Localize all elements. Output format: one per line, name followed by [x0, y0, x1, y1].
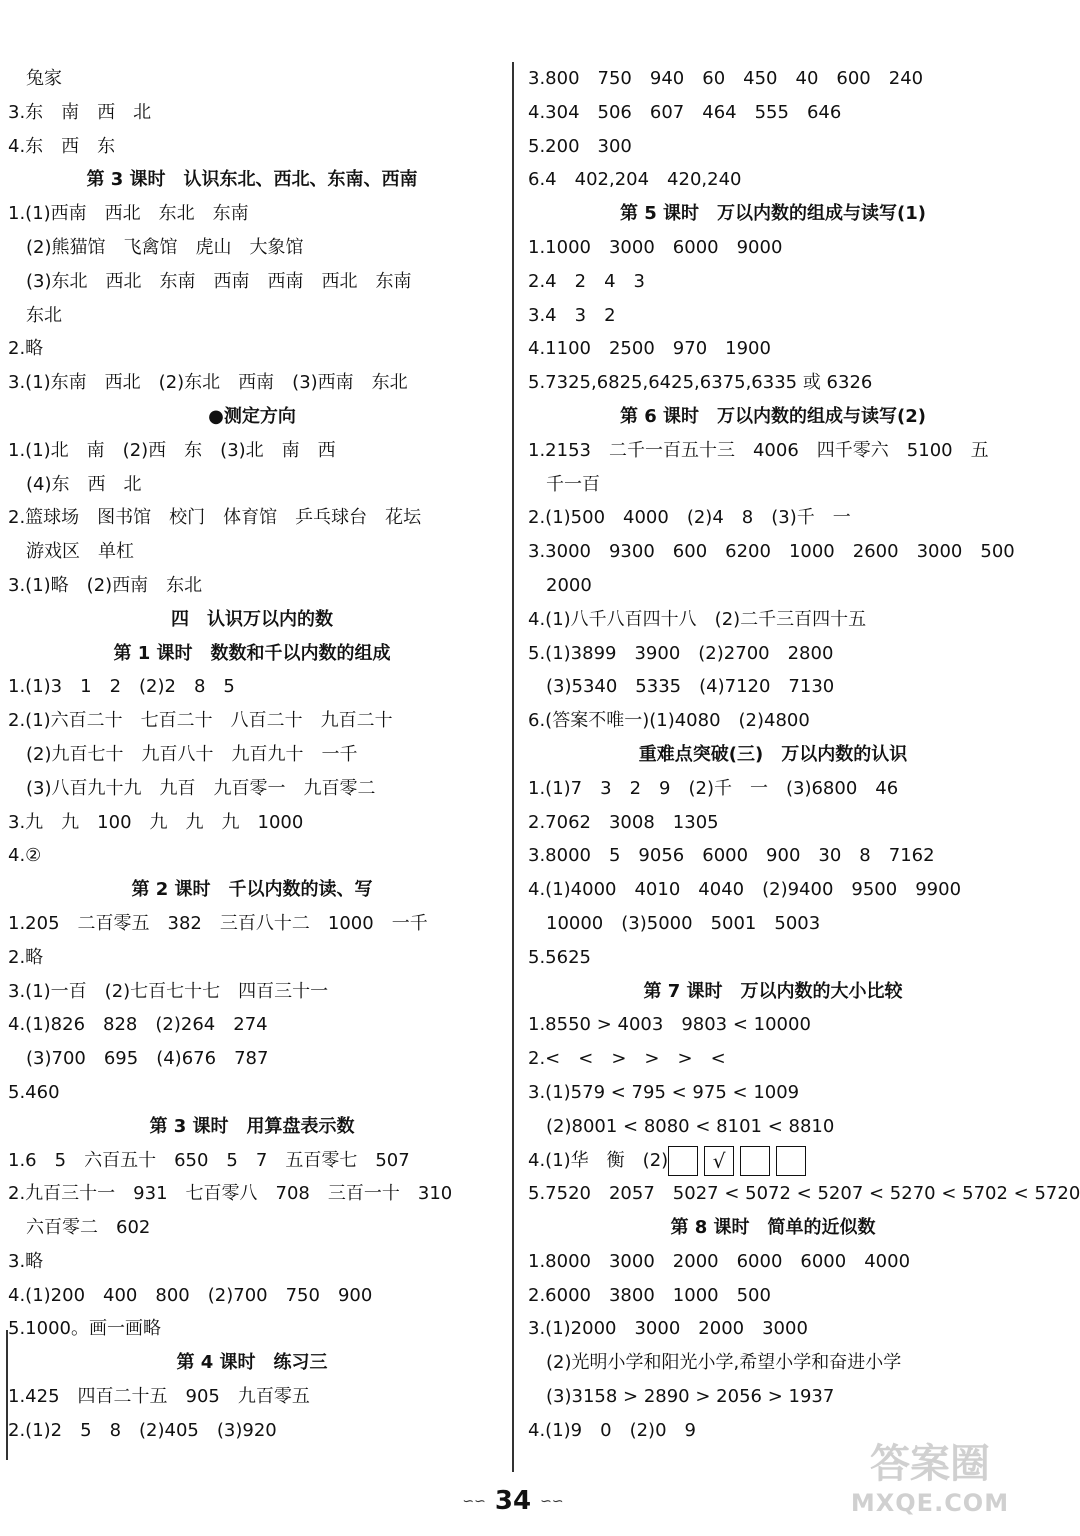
- line-text: 3.(1)2000 3000 2000 3000: [528, 1318, 808, 1340]
- answer-line: [8, 670, 496, 704]
- section-heading: [528, 400, 1018, 434]
- answer-line: [528, 468, 1018, 502]
- answer-line: [528, 130, 1018, 164]
- line-text: 3.4 3 2: [528, 304, 616, 326]
- line-text: 1.(1)西南 西北 东北 东南: [8, 203, 249, 225]
- section-heading: [8, 1346, 496, 1380]
- line-text: 第 4 课时 练习三: [176, 1352, 328, 1374]
- answer-line: [8, 1076, 496, 1110]
- line-text: 5.7520 2057 5027 < 5072 < 5207 < 5270 < 5702 < 5720: [528, 1183, 1080, 1205]
- answer-line: [8, 806, 496, 840]
- line-text: 1.8000 3000 2000 6000 6000 4000: [528, 1250, 911, 1272]
- answer-line: [528, 704, 1018, 738]
- line-text: 四 认识万以内的数: [171, 608, 333, 630]
- answer-line: [528, 806, 1018, 840]
- line-text: 1.205 二百零五 382 三百八十二 1000 一千: [8, 912, 428, 934]
- answer-line: [528, 1144, 1018, 1178]
- answer-line: [8, 130, 496, 164]
- section-heading: [528, 1211, 1018, 1245]
- line-text: 5.1000。画一画略: [8, 1318, 161, 1340]
- line-text: 10000 (3)5000 5001 5003: [528, 912, 821, 934]
- line-text: 2.九百三十一 931 七百零八 708 三百一十 310: [8, 1183, 453, 1205]
- answer-line: [528, 366, 1018, 400]
- answer-line: [8, 941, 496, 975]
- section-heading: [528, 738, 1018, 772]
- answer-line: [8, 1008, 496, 1042]
- line-text: (3)东北 西北 东南 西南 西南 西北 东南: [8, 270, 412, 292]
- answer-line: [8, 265, 496, 299]
- section-heading: [8, 603, 496, 637]
- answer-line: [8, 1245, 496, 1279]
- line-text: 3.8000 5 9056 6000 900 30 8 7162: [528, 845, 935, 867]
- line-text: (3)700 695 (4)676 787: [8, 1048, 269, 1070]
- watermark-logo: [846, 1440, 1014, 1528]
- answer-line: [8, 299, 496, 333]
- answer-line: [8, 231, 496, 265]
- answer-line: [528, 231, 1018, 265]
- line-text: 1.1000 3000 6000 9000: [528, 236, 783, 258]
- answer-line: [528, 96, 1018, 130]
- answer-line: [8, 1042, 496, 1076]
- line-text: 4.(1)200 400 800 (2)700 750 900: [8, 1284, 373, 1306]
- answer-line: [8, 96, 496, 130]
- line-text: 4.东 西 东: [8, 135, 116, 157]
- answer-line: [528, 535, 1018, 569]
- answer-line: [528, 1245, 1018, 1279]
- answer-line: [528, 873, 1018, 907]
- line-text: 1.6 5 六百五十 650 5 7 五百零七 507: [8, 1149, 410, 1171]
- page-number: 34: [494, 1486, 532, 1516]
- answer-line: [528, 265, 1018, 299]
- line-text: 1.(1)3 1 2 (2)2 8 5: [8, 676, 235, 698]
- answer-line: [8, 332, 496, 366]
- line-text: 5.460: [8, 1081, 60, 1103]
- line-text: 4.(1)9 0 (2)0 9: [528, 1419, 696, 1441]
- section-heading: [8, 873, 496, 907]
- line-text: 2.(1)2 5 8 (2)405 (3)920: [8, 1419, 277, 1441]
- answer-line: [528, 1177, 1080, 1211]
- watermark-cn: 答案圈: [870, 1441, 990, 1487]
- line-text: 1.(1)7 3 2 9 (2)千 一 (3)6800 46: [528, 777, 899, 799]
- answer-line: [528, 772, 1018, 806]
- line-text: (2)光明小学和阳光小学,希望小学和奋进小学: [528, 1352, 902, 1374]
- answer-line: [528, 907, 1018, 941]
- line-text: 3.东 南 西 北: [8, 101, 152, 123]
- answer-box: [668, 1146, 698, 1176]
- line-text: 4.②: [8, 845, 42, 867]
- answer-line: [528, 501, 1018, 535]
- line-text: 2.篮球场 图书馆 校门 体育馆 乒乓球台 花坛: [8, 507, 422, 529]
- answer-line: [8, 434, 496, 468]
- answer-line: [8, 1312, 496, 1346]
- answer-line: [528, 434, 1018, 468]
- line-text: 第 5 课时 万以内数的组成与读写(1): [619, 203, 927, 225]
- answer-line: [528, 603, 1018, 637]
- answer-line: [8, 468, 496, 502]
- line-text: 2000: [528, 574, 592, 596]
- line-text: 6.4 402,204 420,240: [528, 169, 742, 191]
- section-heading: [528, 975, 1018, 1009]
- line-text: 5.(1)3899 3900 (2)2700 2800: [528, 642, 834, 664]
- line-text: 4.304 506 607 464 555 646: [528, 101, 842, 123]
- answer-line: [528, 163, 1018, 197]
- answer-line: [528, 299, 1018, 333]
- section-heading: [8, 637, 496, 671]
- answer-line: [528, 332, 1018, 366]
- answer-line: [528, 1346, 1018, 1380]
- line-text: (4)东 西 北: [8, 473, 142, 495]
- answer-line: [528, 1279, 1018, 1313]
- answer-line: [528, 1008, 1018, 1042]
- line-text: 3.(1)579 < 795 < 975 < 1009: [528, 1081, 800, 1103]
- watermark-en: MXQE.COM: [850, 1489, 1010, 1517]
- line-text: 第 8 课时 简单的近似数: [670, 1217, 876, 1239]
- answer-line: [8, 1211, 496, 1245]
- answer-line: [528, 1076, 1018, 1110]
- answer-line: [8, 197, 496, 231]
- line-text: 第 3 课时 认识东北、西北、东南、西南: [86, 169, 418, 191]
- line-text: 4.(1)华 衡 (2): [528, 1149, 669, 1171]
- line-text: 2.(1)500 4000 (2)4 8 (3)千 一: [528, 507, 851, 529]
- line-text: 1.8550 > 4003 9803 < 10000: [528, 1014, 811, 1036]
- line-text: 六百零二 602: [8, 1217, 151, 1239]
- line-text: (2)九百七十 九百八十 九百九十 一千: [8, 743, 358, 765]
- line-text: 2.(1)六百二十 七百二十 八百二十 九百二十: [8, 710, 393, 732]
- line-text: ●测定方向: [208, 405, 296, 427]
- section-heading: [8, 1110, 496, 1144]
- line-text: 第 1 课时 数数和千以内数的组成: [113, 642, 391, 664]
- line-text: 2.略: [8, 338, 44, 360]
- answer-line: [8, 1380, 496, 1414]
- line-text: 2.4 2 4 3: [528, 270, 645, 292]
- line-text: 2.略: [8, 946, 44, 968]
- line-text: 2.7062 3008 1305: [528, 811, 719, 833]
- answer-line: [8, 1177, 496, 1211]
- answer-line: [528, 1380, 1018, 1414]
- answer-line: [8, 569, 496, 603]
- line-text: (2)8001 < 8080 < 8101 < 8810: [528, 1115, 835, 1137]
- line-text: 3.(1)东南 西北 (2)东北 西南 (3)西南 东北: [8, 372, 408, 394]
- line-text: 东北: [8, 304, 62, 326]
- line-text: 3.(1)略 (2)西南 东北: [8, 574, 203, 596]
- answer-line: [8, 738, 496, 772]
- answer-line: [528, 1312, 1018, 1346]
- answer-line: [528, 637, 1018, 671]
- answer-line: [528, 1042, 1018, 1076]
- line-text: 1.(1)北 南 (2)西 东 (3)北 南 西: [8, 439, 336, 461]
- answer-box: [776, 1146, 806, 1176]
- line-text: 4.1100 2500 970 1900: [528, 338, 771, 360]
- line-text: 3.3000 9300 600 6200 1000 2600 3000 500: [528, 541, 1015, 563]
- answer-line: [8, 1279, 496, 1313]
- line-text: 5.7325,6825,6425,6375,6335 或 6326: [528, 372, 873, 394]
- line-text: 1.425 四百二十五 905 九百零五: [8, 1386, 310, 1408]
- answer-line: [8, 1144, 496, 1178]
- line-text: (3)3158 > 2890 > 2056 > 1937: [528, 1386, 835, 1408]
- answer-line: [528, 941, 1018, 975]
- line-text: 3.九 九 100 九 九 九 1000: [8, 811, 304, 833]
- column-divider: [512, 62, 514, 1472]
- line-text: (2)熊猫馆 飞禽馆 虎山 大象馆: [8, 236, 304, 258]
- answer-line: [528, 62, 1018, 96]
- line-text: (3)八百九十九 九百 九百零一 九百零二: [8, 777, 376, 799]
- answer-line: [8, 907, 496, 941]
- line-text: 4.(1)八千八百四十八 (2)二千三百四十五: [528, 608, 867, 630]
- ornament-left: ∽∽: [462, 1493, 486, 1510]
- answer-box: [740, 1146, 770, 1176]
- section-heading: [8, 400, 496, 434]
- answer-line: [8, 975, 496, 1009]
- answer-line: [528, 569, 1018, 603]
- line-text: 第 3 课时 用算盘表示数: [149, 1115, 355, 1137]
- left-column: [8, 62, 496, 1448]
- answer-line: [8, 535, 496, 569]
- line-text: 5.5625: [528, 946, 591, 968]
- line-text: 1.2153 二千一百五十三 4006 四千零六 5100 五: [528, 439, 989, 461]
- answer-line: [8, 62, 496, 96]
- line-text: 3.800 750 940 60 450 40 600 240: [528, 68, 924, 89]
- answer-line: [8, 366, 496, 400]
- answer-line: [8, 772, 496, 806]
- line-text: (3)5340 5335 (4)7120 7130: [528, 676, 835, 698]
- answer-line: [528, 1110, 1018, 1144]
- answer-box: √: [704, 1146, 734, 1176]
- answer-line: [8, 704, 496, 738]
- answer-line: [8, 501, 496, 535]
- ornament-right: ∽∽: [540, 1493, 564, 1510]
- answer-line: [8, 839, 496, 873]
- line-text: 重难点突破(三) 万以内数的认识: [638, 743, 908, 765]
- line-text: 兔家: [8, 68, 62, 89]
- line-text: 4.(1)4000 4010 4040 (2)9400 9500 9900: [528, 879, 962, 901]
- section-heading: [8, 163, 496, 197]
- line-text: 第 2 课时 千以内数的读、写: [131, 879, 373, 901]
- line-text: 游戏区 单杠: [8, 541, 134, 563]
- line-text: 第 6 课时 万以内数的组成与读写(2): [619, 405, 927, 427]
- answer-line: [528, 670, 1018, 704]
- line-text: 4.(1)826 828 (2)264 274: [8, 1014, 268, 1036]
- line-text: 千一百: [528, 473, 600, 495]
- line-text: 2.< < > > > <: [528, 1048, 726, 1070]
- line-text: 3.(1)一百 (2)七百七十七 四百三十一: [8, 980, 329, 1002]
- answer-line: [528, 839, 1018, 873]
- section-heading: [528, 197, 1018, 231]
- line-text: 第 7 课时 万以内数的大小比较: [643, 980, 903, 1002]
- answer-line: [8, 1414, 496, 1448]
- right-column: [528, 62, 1080, 1448]
- line-text: 2.6000 3800 1000 500: [528, 1284, 771, 1306]
- line-text: 3.略: [8, 1250, 44, 1272]
- line-text: 6.(答案不唯一)(1)4080 (2)4800: [528, 710, 810, 732]
- line-text: 5.200 300: [528, 135, 632, 157]
